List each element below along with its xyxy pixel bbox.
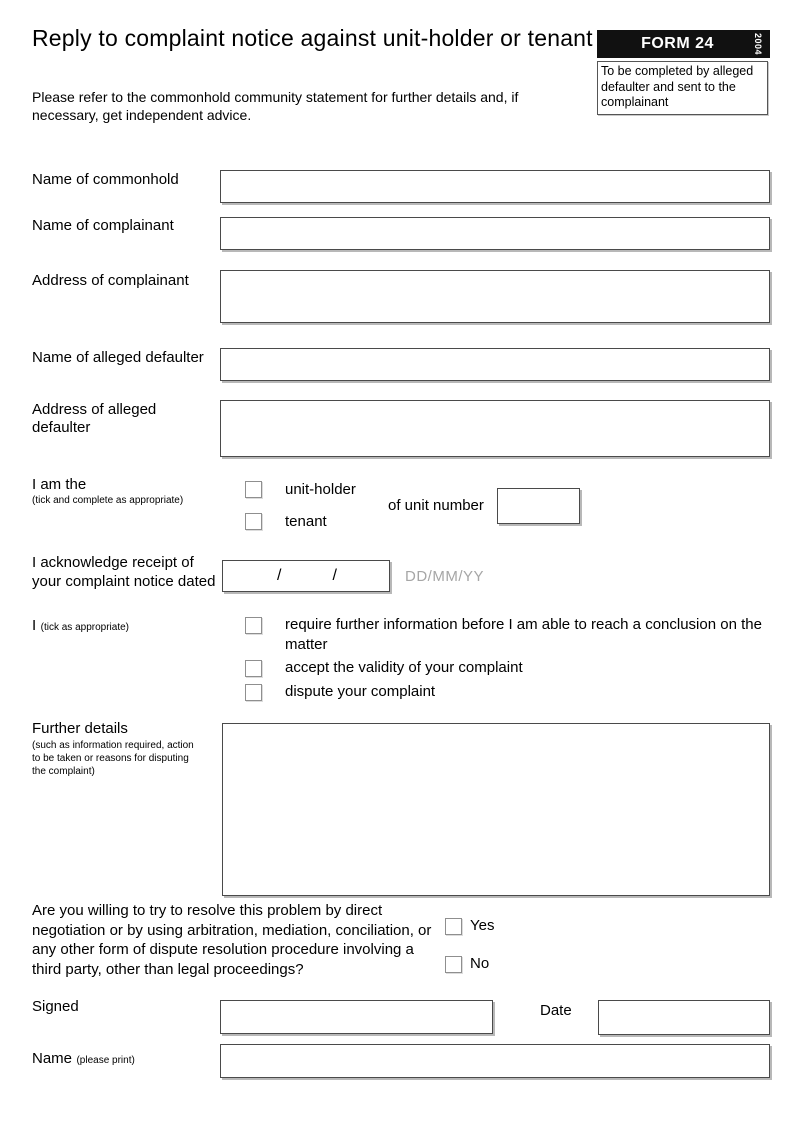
resolution-yes-checkbox[interactable] [445, 918, 462, 935]
accept-validity-checkbox[interactable] [245, 660, 262, 677]
complainant-address-input[interactable] [220, 270, 770, 323]
commonhold-name-label: Name of commonhold [32, 171, 179, 188]
signature-date-input[interactable] [598, 1000, 770, 1035]
require-info-label: require further information before I am able to reach a conclusion on the matter [285, 616, 762, 653]
unit-holder-label: unit-holder [285, 481, 356, 498]
page-title: Reply to complaint notice against unit-holder or tenant [32, 25, 593, 51]
tick-section-label-row [32, 617, 129, 635]
signed-input[interactable] [220, 1000, 493, 1034]
tenant-label: tenant [285, 513, 327, 530]
form-number-label: FORM 24 [641, 35, 714, 52]
resolution-question: Are you willing to try to resolve this problem by direct negotiation or by using arbitration, mediation, conciliation, or any other form of dispute resolution procedure involving a third party, other than legal proceedings? [32, 902, 432, 978]
complainant-address-label: Address of complainant [32, 272, 189, 289]
dispute-checkbox[interactable] [245, 684, 262, 701]
resolution-no-checkbox[interactable] [445, 956, 462, 973]
form-year-label: 2004 [752, 32, 763, 56]
signed-label: Signed [32, 998, 79, 1015]
tick-section-hint: (tick as appropriate) [40, 622, 129, 633]
print-name-label-row [32, 1050, 135, 1068]
defaulter-name-label: Name of alleged defaulter [32, 349, 204, 366]
i-am-the-hint: (tick and complete as appropriate) [32, 495, 184, 506]
resolution-yes-label: Yes [470, 917, 495, 934]
complaint-date-input[interactable] [222, 560, 390, 592]
acknowledge-label: I acknowledge receipt of your complaint notice dated [32, 554, 216, 590]
further-details-label: Further details [32, 720, 128, 737]
print-name-label: Name [32, 1050, 73, 1067]
unit-number-label: of unit number [388, 497, 484, 514]
date-format-hint: DD/MM/YY [405, 568, 484, 585]
unit-holder-checkbox[interactable] [245, 481, 262, 498]
dispute-label: dispute your complaint [285, 683, 436, 700]
require-info-checkbox[interactable] [245, 617, 262, 634]
date-slash-1: / [277, 567, 282, 584]
signature-date-label: Date [540, 1002, 572, 1019]
complainant-name-input[interactable] [220, 217, 770, 250]
further-details-hint: (such as information required, action to be taken or reasons for disputing the complaint) [32, 740, 194, 777]
defaulter-address-label: Address of alleged defaulter [32, 401, 157, 436]
further-details-input[interactable] [222, 723, 770, 896]
print-name-input[interactable] [220, 1044, 770, 1078]
accept-validity-label: accept the validity of your complaint [285, 659, 523, 676]
unit-number-input[interactable] [497, 488, 580, 524]
resolution-no-label: No [470, 955, 490, 972]
badge-note: To be completed by alleged defaulter and sent to the complainant [597, 61, 768, 115]
commonhold-name-input[interactable] [220, 170, 770, 203]
complainant-name-label: Name of complainant [32, 217, 174, 234]
print-name-hint: (please print) [76, 1055, 135, 1066]
form-number-badge [597, 30, 770, 58]
defaulter-address-input[interactable] [220, 400, 770, 457]
page-subtitle: Please refer to the commonhold community statement for further details and, if necessary, get independent advice. [32, 89, 519, 123]
tenant-checkbox[interactable] [245, 513, 262, 530]
i-am-the-label: I am the [32, 476, 87, 493]
date-slash-2: / [332, 567, 337, 584]
defaulter-name-input[interactable] [220, 348, 770, 381]
tick-section-label: I [32, 617, 37, 634]
